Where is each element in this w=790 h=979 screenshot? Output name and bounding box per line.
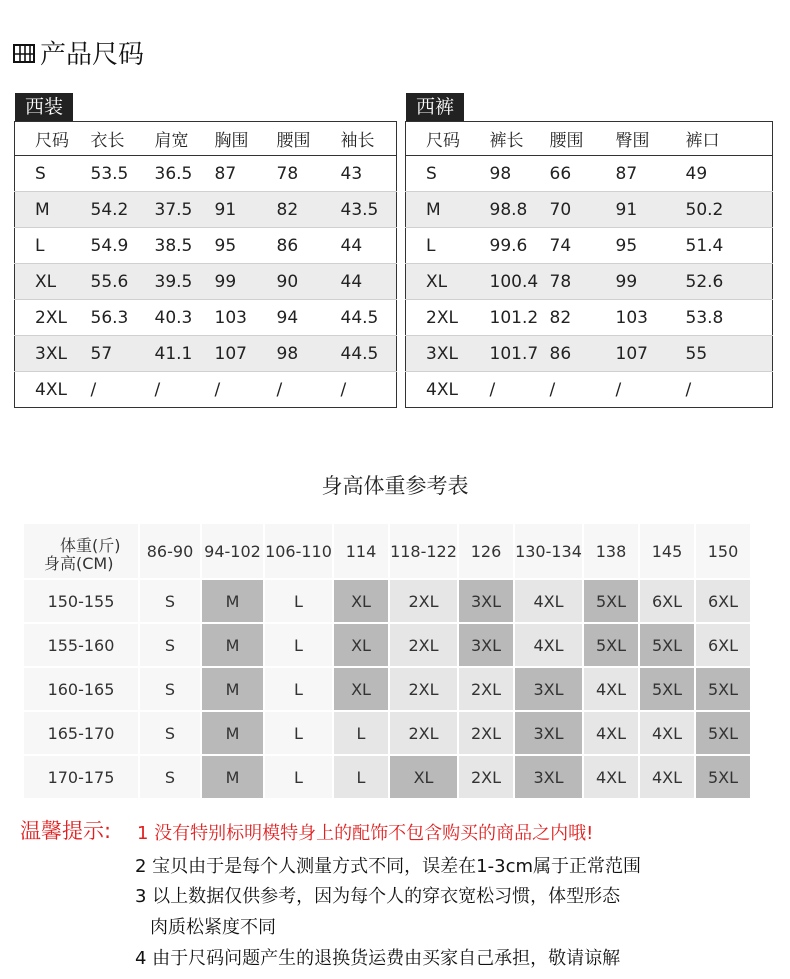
size-cell: 5XL xyxy=(584,580,638,622)
height-label: 165-170 xyxy=(24,712,138,754)
table-cell: XL xyxy=(15,264,71,300)
column-header: 袖长 xyxy=(321,122,397,156)
weight-header: 114 xyxy=(334,524,388,578)
table-cell: 38.5 xyxy=(135,228,195,264)
table-cell: 55.6 xyxy=(71,264,135,300)
table-cell: 2XL xyxy=(15,300,71,336)
pants-size-table xyxy=(405,121,773,408)
column-header: 肩宽 xyxy=(135,122,195,156)
table-cell: / xyxy=(470,372,530,408)
weight-header: 86-90 xyxy=(140,524,200,578)
table-cell: 54.9 xyxy=(71,228,135,264)
table-cell: 107 xyxy=(596,336,666,372)
size-cell: S xyxy=(140,580,200,622)
column-header: 衣长 xyxy=(71,122,135,156)
table-cell: S xyxy=(15,156,71,192)
table-cell: / xyxy=(596,372,666,408)
size-cell: 5XL xyxy=(696,668,750,710)
table-cell: 90 xyxy=(257,264,321,300)
size-cell: L xyxy=(265,624,332,666)
note-item-4: 4 由于尺码问题产生的退换货运费由买家自己承担，敬请谅解 xyxy=(135,948,621,969)
size-cell: 2XL xyxy=(459,712,513,754)
table-row xyxy=(406,300,773,336)
size-cell: 6XL xyxy=(696,624,750,666)
size-cell: 4XL xyxy=(640,756,694,798)
table-cell: / xyxy=(71,372,135,408)
size-cell: 4XL xyxy=(515,624,582,666)
table-cell: 54.2 xyxy=(71,192,135,228)
size-cell: 5XL xyxy=(584,624,638,666)
header-row xyxy=(406,122,773,156)
table-row xyxy=(406,192,773,228)
size-cell: L xyxy=(265,580,332,622)
size-cell: L xyxy=(265,756,332,798)
table-cell: 55 xyxy=(666,336,773,372)
table-cell: / xyxy=(666,372,773,408)
table-row xyxy=(406,372,773,408)
table-cell: 40.3 xyxy=(135,300,195,336)
chart-row xyxy=(24,712,750,754)
table-cell: 94 xyxy=(257,300,321,336)
column-header: 尺码 xyxy=(406,122,470,156)
table-cell: 101.7 xyxy=(470,336,530,372)
table-cell: 36.5 xyxy=(135,156,195,192)
corner-weight-label: 体重(斤) xyxy=(60,536,121,555)
table-row xyxy=(406,228,773,264)
column-header: 臀围 xyxy=(596,122,666,156)
size-cell: S xyxy=(140,624,200,666)
chart-row xyxy=(24,668,750,710)
size-cell: S xyxy=(140,756,200,798)
size-cell: 3XL xyxy=(515,668,582,710)
table-cell: 51.4 xyxy=(666,228,773,264)
table-cell: 98 xyxy=(257,336,321,372)
table-cell: 44.5 xyxy=(321,336,397,372)
table-cell: 66 xyxy=(530,156,596,192)
note-item-3: 3 以上数据仅供参考，因为每个人的穿衣宽松习惯，体型形态 xyxy=(135,886,621,907)
notes-heading: 温馨提示: xyxy=(20,819,112,843)
table-cell: 43.5 xyxy=(321,192,397,228)
size-cell: M xyxy=(202,712,263,754)
corner-height-label: 身高(CM) xyxy=(44,554,114,573)
table-cell: 107 xyxy=(195,336,257,372)
height-label: 150-155 xyxy=(24,580,138,622)
note-item-3-cont: 肉质松紧度不同 xyxy=(150,917,276,938)
table-cell: 44 xyxy=(321,264,397,300)
size-cell: 2XL xyxy=(390,624,457,666)
chart-row xyxy=(24,756,750,798)
height-label: 155-160 xyxy=(24,624,138,666)
weight-header: 145 xyxy=(640,524,694,578)
table-cell: 82 xyxy=(257,192,321,228)
size-cell: 6XL xyxy=(696,580,750,622)
column-header: 裤长 xyxy=(470,122,530,156)
size-cell: S xyxy=(140,668,200,710)
table-cell: S xyxy=(406,156,470,192)
table-cell: M xyxy=(15,192,71,228)
size-cell: 2XL xyxy=(390,712,457,754)
table-cell: 95 xyxy=(195,228,257,264)
table-row xyxy=(15,264,397,300)
table-cell: 82 xyxy=(530,300,596,336)
size-cell: 3XL xyxy=(515,756,582,798)
table-cell: XL xyxy=(406,264,470,300)
table-cell: 78 xyxy=(530,264,596,300)
table-cell: L xyxy=(15,228,71,264)
ruler-grid-icon xyxy=(12,41,36,65)
table-cell: 39.5 xyxy=(135,264,195,300)
size-cell: L xyxy=(265,668,332,710)
table-cell: 98 xyxy=(470,156,530,192)
table-row xyxy=(406,264,773,300)
page-title-text: 产品尺码 xyxy=(40,40,145,70)
size-cell: 6XL xyxy=(640,580,694,622)
size-cell: L xyxy=(334,756,388,798)
size-cell: M xyxy=(202,624,263,666)
table-cell: 56.3 xyxy=(71,300,135,336)
size-cell: 5XL xyxy=(696,712,750,754)
table-cell: M xyxy=(406,192,470,228)
size-cell: M xyxy=(202,668,263,710)
size-cell: 5XL xyxy=(640,668,694,710)
table-cell: 91 xyxy=(195,192,257,228)
column-header: 腰围 xyxy=(530,122,596,156)
table-cell: 4XL xyxy=(406,372,470,408)
table-row xyxy=(15,228,397,264)
size-cell: 3XL xyxy=(459,624,513,666)
size-cell: 2XL xyxy=(459,668,513,710)
table-cell: 100.4 xyxy=(470,264,530,300)
table-cell: 99 xyxy=(596,264,666,300)
size-cell: 5XL xyxy=(696,756,750,798)
table-cell: 86 xyxy=(530,336,596,372)
column-header: 裤口 xyxy=(666,122,773,156)
table-cell: 49 xyxy=(666,156,773,192)
column-header: 腰围 xyxy=(257,122,321,156)
table-cell: / xyxy=(195,372,257,408)
size-cell: L xyxy=(334,712,388,754)
chart-row xyxy=(24,624,750,666)
table-row xyxy=(15,336,397,372)
size-cell: XL xyxy=(390,756,457,798)
table-cell: 3XL xyxy=(406,336,470,372)
table-cell: 95 xyxy=(596,228,666,264)
table-row xyxy=(15,300,397,336)
chart-row xyxy=(24,580,750,622)
size-cell: M xyxy=(202,756,263,798)
table-cell: / xyxy=(321,372,397,408)
weight-header: 138 xyxy=(584,524,638,578)
table-cell: 53.8 xyxy=(666,300,773,336)
size-cell: 4XL xyxy=(584,712,638,754)
table-cell: 43 xyxy=(321,156,397,192)
size-cell: 4XL xyxy=(584,668,638,710)
size-cell: 2XL xyxy=(390,668,457,710)
chart-header-row xyxy=(24,524,750,578)
chart-corner-cell xyxy=(24,524,138,578)
column-header: 胸围 xyxy=(195,122,257,156)
table-cell: 41.1 xyxy=(135,336,195,372)
size-cell: XL xyxy=(334,668,388,710)
height-label: 160-165 xyxy=(24,668,138,710)
table-row xyxy=(406,156,773,192)
table-cell: 44 xyxy=(321,228,397,264)
size-cell: 5XL xyxy=(640,624,694,666)
size-cell: 2XL xyxy=(390,580,457,622)
tab-suit: 西装 xyxy=(15,93,73,121)
weight-header: 126 xyxy=(459,524,513,578)
table-row xyxy=(15,156,397,192)
suit-size-table xyxy=(14,121,397,408)
weight-header: 130-134 xyxy=(515,524,582,578)
table-cell: 53.5 xyxy=(71,156,135,192)
table-cell: 103 xyxy=(596,300,666,336)
size-cell: 3XL xyxy=(515,712,582,754)
table-cell: 3XL xyxy=(15,336,71,372)
table-cell: 101.2 xyxy=(470,300,530,336)
table-cell: 98.8 xyxy=(470,192,530,228)
table-cell: 70 xyxy=(530,192,596,228)
table-cell: 86 xyxy=(257,228,321,264)
size-cell: 4XL xyxy=(584,756,638,798)
size-cell: XL xyxy=(334,580,388,622)
size-cell: XL xyxy=(334,624,388,666)
table-row xyxy=(406,336,773,372)
table-cell: 99.6 xyxy=(470,228,530,264)
table-cell: 52.6 xyxy=(666,264,773,300)
table-cell: 44.5 xyxy=(321,300,397,336)
corner-labels xyxy=(24,524,138,578)
size-cell: 4XL xyxy=(640,712,694,754)
table-cell: 37.5 xyxy=(135,192,195,228)
table-cell: 57 xyxy=(71,336,135,372)
size-cell: 2XL xyxy=(459,756,513,798)
size-cell: M xyxy=(202,580,263,622)
chart-title: 身高体重参考表 xyxy=(321,474,469,498)
weight-header: 150 xyxy=(696,524,750,578)
page-title xyxy=(12,34,144,71)
table-cell: / xyxy=(530,372,596,408)
weight-header: 118-122 xyxy=(390,524,457,578)
size-cell: 3XL xyxy=(459,580,513,622)
table-cell: 2XL xyxy=(406,300,470,336)
weight-header: 106-110 xyxy=(265,524,332,578)
table-cell: / xyxy=(135,372,195,408)
column-header: 尺码 xyxy=(15,122,71,156)
note-item-2: 2 宝贝由于是每个人测量方式不同，误差在1-3cm属于正常范围 xyxy=(135,856,642,877)
table-cell: 74 xyxy=(530,228,596,264)
header-row xyxy=(15,122,397,156)
table-cell: / xyxy=(257,372,321,408)
table-cell: 91 xyxy=(596,192,666,228)
table-cell: 78 xyxy=(257,156,321,192)
table-cell: 99 xyxy=(195,264,257,300)
table-cell: L xyxy=(406,228,470,264)
table-cell: 87 xyxy=(596,156,666,192)
size-cell: 4XL xyxy=(515,580,582,622)
table-cell: 103 xyxy=(195,300,257,336)
table-row xyxy=(15,372,397,408)
table-cell: 87 xyxy=(195,156,257,192)
tab-pants: 西裤 xyxy=(406,93,464,121)
note-item-1: 1 没有特别标明模特身上的配饰不包含购买的商品之内哦! xyxy=(137,823,594,844)
size-cell: L xyxy=(265,712,332,754)
weight-header: 94-102 xyxy=(202,524,263,578)
height-weight-chart xyxy=(22,522,752,800)
table-cell: 4XL xyxy=(15,372,71,408)
size-cell: S xyxy=(140,712,200,754)
height-label: 170-175 xyxy=(24,756,138,798)
table-row xyxy=(15,192,397,228)
table-cell: 50.2 xyxy=(666,192,773,228)
